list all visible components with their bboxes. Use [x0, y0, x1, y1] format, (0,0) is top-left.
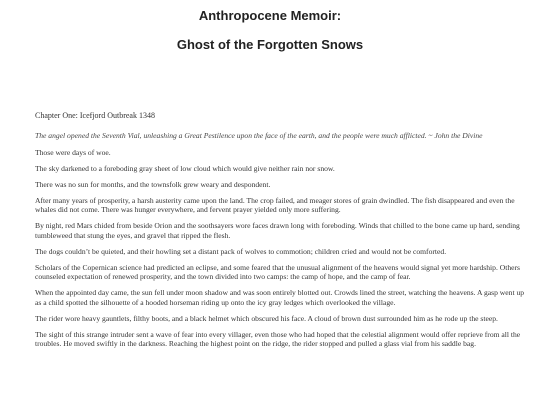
paragraph: The rider wore heavy gauntlets, filthy boots, and a black helmet which obscured his face. A cloud of brown dust surrounded him as he rode up the steep. — [35, 313, 498, 323]
paragraph: After many years of prosperity, a harsh austerity came upon the land. The crop failed, and meager stores of grain dwindled. The fish disappeared and even the whales did not come. There was hunger everywhere, and fervent prayer yielded only more suffering. — [35, 195, 515, 214]
paragraph: When the appointed day came, the sun fell under moon shadow and was soon entirely blotted out. Crowds lined the street, watching the heavens. A gasp went up as a child spotted the silhouette of a hooded horseman riding up onto the icy gray ledges which overlooked the village. — [35, 288, 525, 307]
paragraph: There was no sun for months, and the townsfolk grew weary and despondent. — [35, 179, 271, 189]
document-body — [35, 111, 525, 355]
epigraph: The angel opened the Seventh Vial, unleashing a Great Pestilence upon the face of the earth, and the people were much afflicted. ~ John the Divine — [35, 131, 483, 140]
paragraph: Those were days of woe. — [35, 147, 111, 157]
title-block — [0, 8, 540, 53]
paragraph: The sight of this strange intruder sent a wave of fear into every villager, even those who had hoped that the celestial alignment would offer reprieve from all the troubles. He moved swiftly in the darkness. Reaching the highest point on the ridge, the rider stopped and pulled a glass vial from his saddle bag. — [35, 329, 521, 348]
paragraph: By night, red Mars chided from beside Orion and the soothsayers wore faces drawn long with foreboding. Winds that chilled to the bone came up hard, sending tumbleweed that stung the eyes, and gravel that ripped the flesh. — [35, 221, 520, 240]
paragraph: The dogs couldn’t be quieted, and their howling set a distant pack of wolves to commotion; children cried and would not be comforted. — [35, 246, 447, 256]
paragraph: The sky darkened to a foreboding gray sheet of low cloud which would give neither rain nor snow. — [35, 163, 335, 173]
paragraph: Scholars of the Copernican science had predicted an eclipse, and some feared that the unusual alignment of the heavens would signal yet more hardship. Others counseled expectation of renewed prosperity, and the town divided into two camps: the camp of hope, and the camp of fear. — [35, 262, 520, 281]
chapter-heading: Chapter One: Icefjord Outbreak 1348 — [35, 111, 155, 120]
title-line-1: Anthropocene Memoir: — [198, 8, 342, 23]
title-line-2: Ghost of the Forgotten Snows — [176, 37, 364, 52]
